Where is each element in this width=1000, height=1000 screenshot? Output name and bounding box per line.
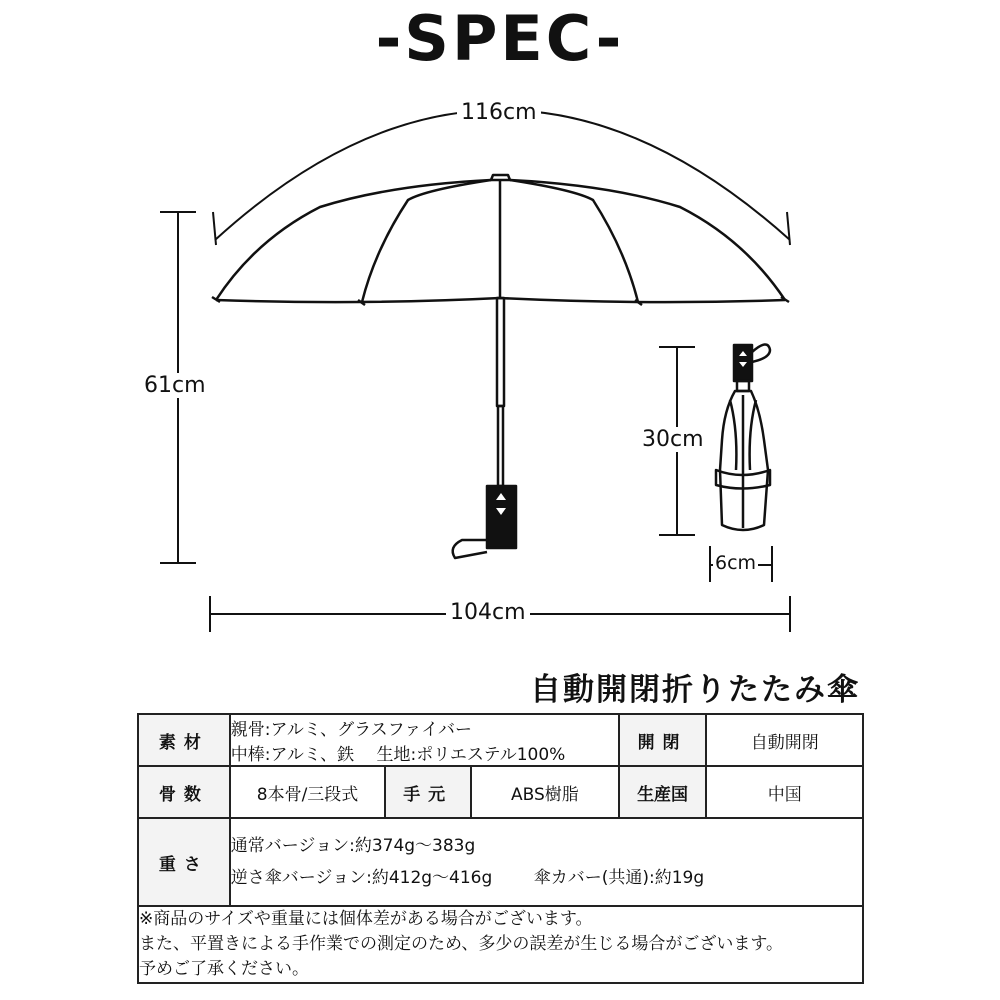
spec-table [137, 713, 864, 984]
open-close-value: 自動開閉 [706, 714, 863, 766]
weight-reverse: 逆さ傘バージョン:約412g～416g [230, 868, 493, 888]
open-umbrella [212, 175, 789, 558]
weight-value [230, 818, 863, 906]
material-label: 素材 [138, 714, 230, 766]
ribs-label: 骨数 [138, 766, 230, 818]
notes [138, 906, 863, 983]
span-label: 116cm [457, 100, 541, 125]
open-close-label: 開閉 [619, 714, 707, 766]
weight-cover: 傘カバー(共通):約19g [533, 868, 705, 888]
weight-label: 重さ [138, 818, 230, 906]
width-label: 104cm [446, 600, 530, 625]
folded-length-label: 30cm [638, 427, 708, 452]
weight-line-2 [231, 862, 862, 894]
material-line-2: 中棒:アルミ、鉄 生地:ポリエステル100% [230, 745, 566, 765]
page-title: -SPEC- [375, 2, 625, 75]
material-row [138, 714, 863, 766]
folded-umbrella [716, 344, 770, 530]
height-label: 61cm [140, 373, 210, 398]
origin-label: 生産国 [619, 766, 707, 818]
weight-row [138, 818, 863, 906]
note-line: また、平置きによる手作業での測定のため、多少の誤差が生じる場合がございます。 [139, 934, 783, 954]
origin-value: 中国 [706, 766, 863, 818]
weight-normal: 通常バージョン:約374g～383g [230, 836, 476, 856]
folded-width-label: 6cm [715, 552, 757, 574]
note-line: ※商品のサイズや重量には個体差がある場合がございます。 [139, 909, 593, 929]
handle-label: 手元 [385, 766, 471, 818]
handle-value: ABS樹脂 [471, 766, 619, 818]
material-line-1: 親骨:アルミ、グラスファイバー [230, 720, 472, 740]
material-value [230, 714, 619, 766]
notes-row [138, 906, 863, 983]
note-line: 予めご了承ください。 [139, 959, 309, 979]
ribs-value: 8本骨/三段式 [230, 766, 386, 818]
ribs-row [138, 766, 863, 818]
product-name: 自動開閉折りたたみ傘 [530, 672, 860, 708]
